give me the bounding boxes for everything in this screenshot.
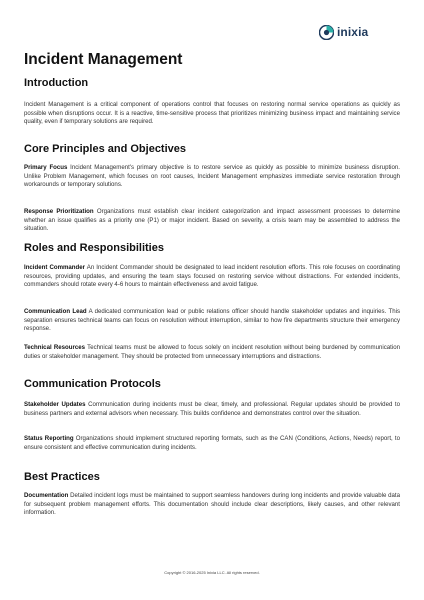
paragraph-response-prioritization [24,208,400,234]
text-primary-focus: Incident Management's primary objective is to restore service as quickly as possible to minimize business disruption. Unlike Problem Management, which focuses on root causes, Incident Management emphasizes immediate service restoration through workarounds or temporary solutions. [24,164,400,189]
term-technical-resources: Technical Resources [24,344,86,351]
term-primary-focus: Primary Focus [24,164,68,171]
section-heading-communication: Communication Protocols [24,378,161,390]
paragraph-incident-commander [24,264,400,290]
section-heading-best-practices: Best Practices [24,471,100,483]
text-status-reporting: Organizations should implement structured reporting formats, such as the CAN (Conditions, Actions, Needs) report, to ensure consistent and effective communication during incidents. [24,435,400,451]
text-documentation: Detailed incident logs must be maintained to support seamless handovers during long incidents and provide valuable data for subsequent problem management efforts. This documentation should include clear descriptions, likely causes, and other relevant information. [24,492,400,517]
copyright-footer: Copyright © 2016-2025 Inixia LLC. All rights reserved. [164,570,260,575]
section-heading-core-principles: Core Principles and Objectives [24,143,187,155]
page-title: Incident Management [24,51,183,68]
paragraph-primary-focus [24,164,400,190]
text-communication-lead: A dedicated communication lead or public relations officer should handle stakeholder updates and inquiries. This separation ensures technical teams can focus on resolution without interruption, similar to how fire departments structure their emergency response. [24,308,401,333]
inixia-logo-icon [319,25,334,40]
term-incident-commander: Incident Commander [24,264,85,271]
term-response-prioritization: Response Prioritization [24,208,94,215]
term-stakeholder-updates: Stakeholder Updates [24,401,86,408]
text-stakeholder-updates: Communication during incidents must be clear, timely, and professional. Regular updates should be provided to business partners and external advisors when necessary. This builds confidence and demonstrates control over the situation. [24,401,400,417]
section-heading-introduction: Introduction [24,77,89,89]
term-documentation: Documentation [24,492,69,499]
paragraph-communication-lead [24,308,400,334]
section-heading-roles: Roles and Responsibilities [24,242,164,254]
text-response-prioritization: Organizations must establish clear incident categorization and impact assessment processes to determine whether an issue qualifies as a priority one (P1) or major incident. Based on severity, a crisis team may be assembled to address the situation. [24,208,400,233]
text-technical-resources: Technical teams must be allowed to focus solely on incident resolution without being burdened by communication duties or stakeholder management. They should be protected from unnecessary interruptions and distractions. [24,344,400,360]
paragraph-documentation [24,492,400,518]
intro-paragraph: Incident Management is a critical component of operations control that focuses on restoring normal service operations as quickly as possible when disruptions occur. It is a reactive, time-sensitive process that prioritizes minimizing business impact and maintaining service quality, even if temporary solutions are required. [24,101,400,126]
brand-name: inixia [337,25,369,39]
text-incident-commander: An Incident Commander should be designated to lead incident resolution efforts. This role focuses on coordinating resources, providing updates, and ensuring the team stays focused on restoring service without distractions. For extended incidents, commanders should rotate every 4-6 hours to maintain effectiveness and avoid fatigue. [24,264,400,289]
paragraph-technical-resources [24,344,400,361]
term-communication-lead: Communication Lead [24,308,87,315]
paragraph-status-reporting [24,435,400,452]
brand-logo [319,24,368,40]
paragraph-stakeholder-updates [24,401,400,418]
term-status-reporting: Status Reporting [24,435,74,442]
